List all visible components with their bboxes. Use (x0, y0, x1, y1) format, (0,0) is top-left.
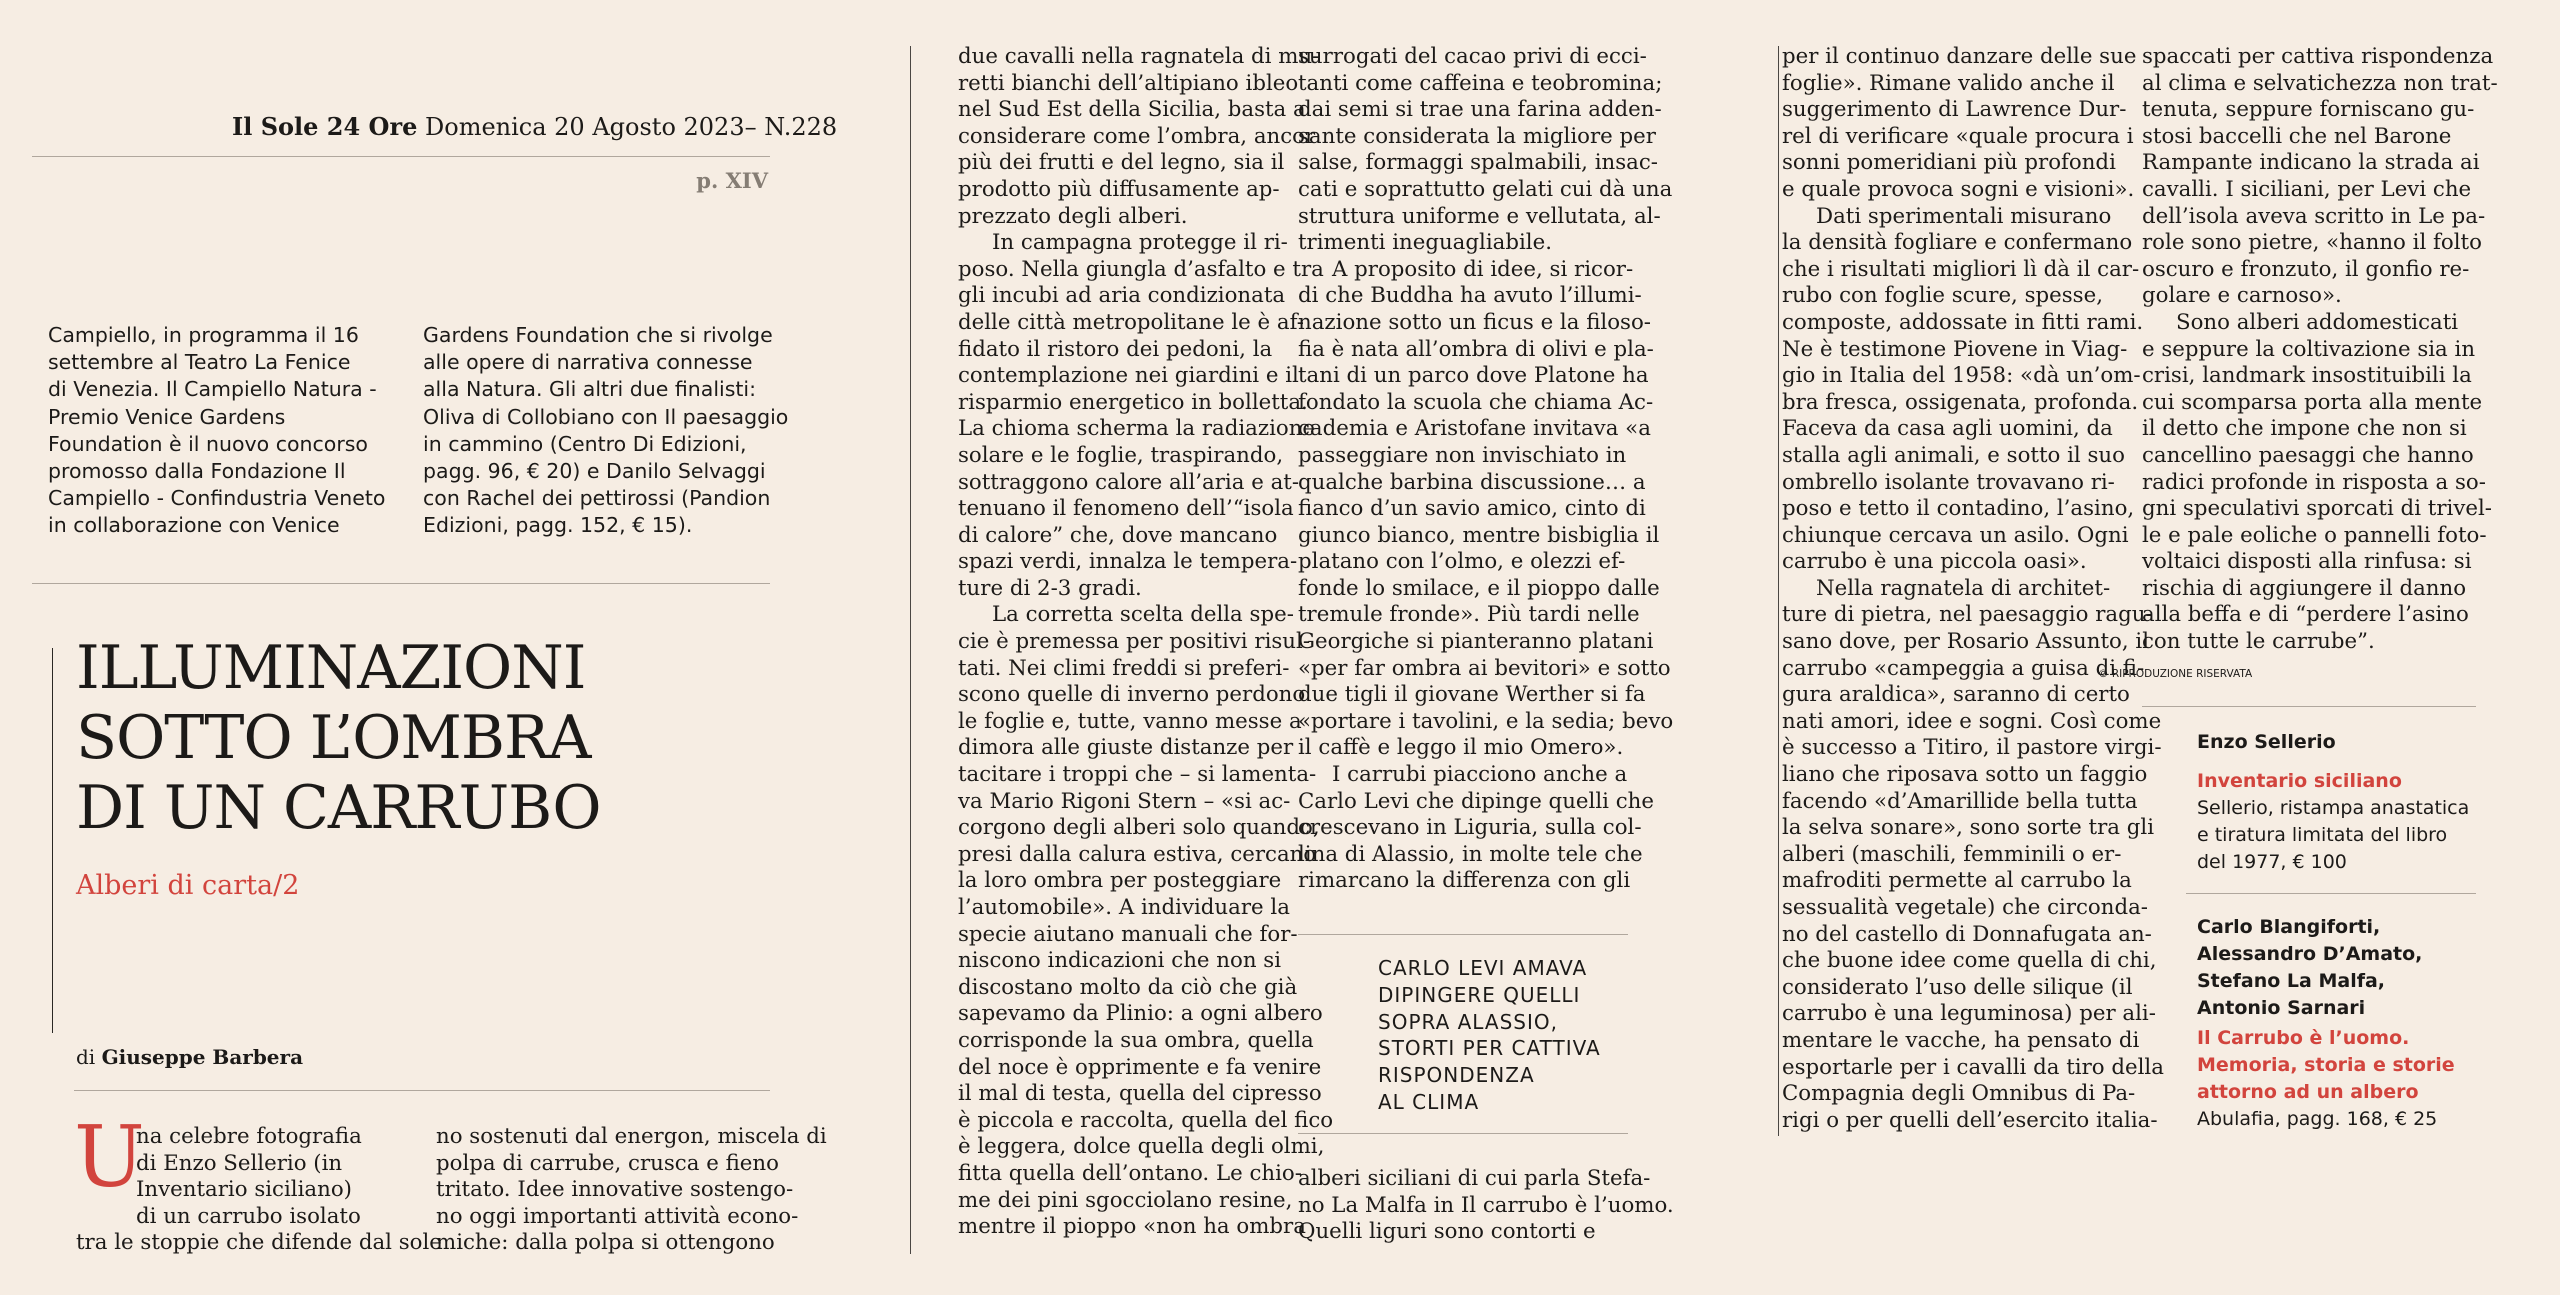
text-line: mafroditi permette al carrubo la (1782, 868, 2132, 894)
text-line: al clima e selvatichezza non trat- (2142, 70, 2498, 96)
text-line: fitta quella dell’ontano. Le chio- (958, 1160, 1302, 1186)
text-line: gura araldica», saranno di certo (1782, 682, 2130, 708)
text-line: Sono alberi addomesticati (2176, 309, 2459, 335)
pull-quote-line: DIPINGERE QUELLI (1378, 982, 1581, 1007)
text-line: delle città metropolitane le è af- (958, 309, 1304, 335)
pull-quote-line: SOPRA ALASSIO, (1378, 1009, 1558, 1034)
text-line: sonni pomeridiani più profondi (1782, 150, 2116, 176)
text-line: corrisponde la sua ombra, quella (958, 1027, 1314, 1053)
text-line: cui scomparsa porta alla mente (2142, 389, 2483, 415)
text-line: nazione sotto un ficus e la filoso- (1298, 309, 1652, 335)
byline-prefix: di (76, 1045, 96, 1069)
text-line: fidato il ristoro dei pedoni, la (958, 336, 1273, 362)
text-line: di un carrubo isolato (136, 1203, 361, 1229)
text-line: Georgiche si pianteranno platani (1298, 629, 1654, 655)
text-line: spaccati per cattiva rispondenza (2142, 44, 2494, 69)
text-line: che i risultati migliori lì dà il car- (1782, 256, 2140, 282)
text-line: spazi verdi, innalza le tempera- (958, 549, 1298, 575)
text-line: gli incubi ad aria condizionata (958, 283, 1286, 309)
text-line: alla Natura. Gli altri due finalisti: (423, 377, 757, 402)
page-number: p. XIV (696, 168, 768, 193)
text-line: considerato l’uso delle silique (il (1782, 974, 2133, 1000)
text-line: considerare come l’ombra, ancor (958, 123, 1316, 149)
text-line: ture di pietra, nel paesaggio ragu- (1782, 602, 2153, 628)
text-line: Gardens Foundation che si rivolge (423, 323, 773, 347)
text-line: tremule fronde». Più tardi nelle (1298, 602, 1640, 628)
pull-quote (1378, 955, 1601, 1116)
book-author: Carlo Blangiforti, (2197, 916, 2381, 938)
text-line: retti bianchi dell’altipiano ibleo (958, 70, 1299, 96)
text-line: va Mario Rigoni Stern – «si ac- (958, 788, 1291, 814)
text-line: sapevamo da Plinio: a ogni albero (958, 1001, 1323, 1027)
book-card-2 (2197, 914, 2477, 1133)
headline-line: ILLUMINAZIONI (76, 633, 586, 703)
body-column-f (2142, 44, 2498, 656)
pull-quote-line: CARLO LEVI AMAVA (1378, 956, 1588, 980)
text-line: rigi o per quelli dell’esercito italia- (1782, 1107, 2158, 1133)
text-line: La corretta scelta della spe- (992, 602, 1294, 628)
text-line: no sostenuti dal energon, miscela di (436, 1124, 827, 1149)
text-line: tra le stoppie che difende dal sole (76, 1230, 442, 1256)
text-line: pagg. 96, € 20) e Danilo Selvaggi (423, 458, 766, 483)
body-column-a (76, 1124, 442, 1257)
text-line: «per far ombra ai bevitori» e sotto (1298, 655, 1671, 681)
book-author: Alessandro D’Amato, (2197, 943, 2423, 965)
pull-quote-top-rule (1298, 934, 1628, 935)
text-line: crescevano in Liguria, sulla col- (1298, 815, 1642, 841)
text-line: risparmio energetico in bolletta. (958, 389, 1308, 415)
book-details: Abulafia, pagg. 168, € 25 (2197, 1108, 2438, 1130)
text-line: nati amori, idee e sogni. Così come (1782, 708, 2162, 734)
text-line: salse, formaggi spalmabili, insac- (1298, 150, 1658, 176)
text-line: il detto che impone che non si (2142, 416, 2467, 442)
text-line: prodotto più diffusamente ap- (958, 176, 1280, 202)
text-line: Oliva di Collobiano con Il paesaggio (423, 404, 789, 429)
text-line: ombrello isolante trovavano ri- (1782, 469, 2115, 495)
text-line: no del castello di Donnafugata an- (1782, 921, 2152, 947)
text-line: dell’isola aveva scritto in Le pa- (2142, 203, 2486, 229)
pull-quote-line: STORTI PER CATTIVA (1378, 1036, 1601, 1061)
book-title: Il Carrubo è l’uomo. (2197, 1027, 2410, 1049)
text-line: due tigli il giovane Werther si fa (1298, 682, 1646, 708)
text-line: platano con l’olmo, e olezzi ef- (1298, 549, 1626, 575)
text-line: rel di verificare «quale procura i (1782, 123, 2134, 149)
text-line: liano che riposava sotto un faggio (1782, 762, 2148, 788)
text-line: e seppure la coltivazione sia in (2142, 336, 2476, 362)
text-line: cademia e Aristofane invitava «a (1298, 416, 1651, 442)
headline-bar (52, 648, 53, 1033)
text-line: è successo a Titiro, il pastore virgi- (1782, 735, 2162, 761)
byline-author: Giuseppe Barbera (101, 1045, 304, 1069)
intro-column-1 (48, 322, 408, 540)
text-line: tritato. Idee innovative sostengo- (436, 1177, 794, 1203)
text-line: poso e tetto il contadino, l’asino, (1782, 496, 2135, 522)
text-line: nel Sud Est della Sicilia, basta a (958, 97, 1306, 123)
text-line: tacitare i troppi che – si lamenta- (958, 762, 1317, 788)
text-line: A proposito di idee, si ricor- (1332, 256, 1634, 282)
book-title: attorno ad un albero (2197, 1081, 2419, 1103)
text-line: suggerimento di Lawrence Dur- (1782, 97, 2127, 123)
text-line: tani di un parco dove Platone ha (1298, 363, 1649, 389)
masthead-rule (32, 156, 770, 157)
text-line: foglie». Rimane valido anche il (1782, 70, 2115, 96)
book-author: Antonio Sarnari (2197, 997, 2366, 1019)
book-details: Sellerio, ristampa anastatica (2197, 797, 2470, 819)
text-line: e quale provoca sogni e visioni». (1782, 176, 2135, 202)
text-line: più dei frutti e del legno, sia il (958, 150, 1285, 176)
pull-quote-line: RISPONDENZA (1378, 1063, 1535, 1088)
book-author: Stefano La Malfa, (2197, 970, 2386, 992)
column-separator (1778, 46, 1779, 1136)
text-line: sessualità vegetale) che circonda- (1782, 895, 2148, 920)
newspaper-name: Il Sole 24 Ore (232, 112, 418, 141)
text-line: oscuro e fronzuto, il gonfio re- (2142, 256, 2470, 282)
text-line: cancellino paesaggi che hanno (2142, 442, 2474, 468)
text-line: chiunque cercava un asilo. Ogni (1782, 522, 2129, 548)
text-line: la selva sonare», sono sorte tra gli (1782, 815, 2155, 841)
copyright-notice: © RIPRODUZIONE RISERVATA (2098, 668, 2253, 680)
text-line: Nella ragnatela di architet- (1816, 575, 2111, 601)
text-line: cavalli. I siciliani, per Levi che (2142, 176, 2472, 202)
text-line: stosi baccelli che nel Barone (2142, 123, 2452, 149)
text-line: promosso dalla Fondazione Il (48, 458, 346, 483)
text-line: Ne è testimone Piovene in Viag- (1782, 336, 2128, 362)
text-line: sante considerata la migliore per (1298, 123, 1656, 149)
text-line: fonde lo smilace, e il pioppo dalle (1298, 575, 1660, 601)
text-line: stalla agli animali, e sotto il suo (1782, 442, 2125, 468)
pull-quote-bottom-rule (1298, 1133, 1628, 1134)
text-line: il caffè e leggo il mio Omero». (1298, 735, 1624, 761)
text-line: me dei pini sgocciolano resine, (958, 1187, 1293, 1213)
text-line: è piccola e raccolta, quella del fico (958, 1107, 1334, 1133)
byline (76, 1045, 303, 1069)
body-column-b (436, 1124, 827, 1257)
headline (76, 633, 601, 843)
column-separator (910, 46, 911, 1254)
text-line: qualche barbina discussione… a (1298, 469, 1646, 495)
text-line: esportarle per i cavalli da tiro della (1782, 1054, 2164, 1080)
text-line: La chioma scherma la radiazione (958, 416, 1316, 442)
text-line: tati. Nei climi freddi si preferi- (958, 655, 1290, 681)
text-line: alberi (maschili, femminili o er- (1782, 841, 2122, 867)
text-line: scono quelle di inverno perdono (958, 682, 1306, 708)
text-line: Carlo Levi che dipinge quelli che (1298, 788, 1654, 814)
text-line: di Venezia. Il Campiello Natura - (48, 377, 377, 402)
text-line: alberi siciliani di cui parla Stefa- (1298, 1166, 1651, 1191)
text-line: settembre al Teatro La Fenice (48, 350, 351, 375)
text-line: Rampante indicano la strada ai (2142, 150, 2480, 176)
text-line: lina di Alassio, in molte tele che (1298, 841, 1643, 867)
book-card-1 (2197, 729, 2477, 876)
body-column-d-end (1298, 1166, 1674, 1246)
text-line: tanti come caffeina e teobromina; (1298, 70, 1663, 96)
text-line: tenuta, seppure forniscano gu- (2142, 97, 2475, 123)
text-line: la densità fogliare e confermano (1782, 230, 2133, 256)
text-line: cati e soprattutto gelati cui dà una (1298, 176, 1673, 202)
body-column-d (1298, 44, 1674, 895)
text-line: polpa di carrube, crusca e fieno (436, 1150, 779, 1176)
intro-rule (32, 583, 770, 584)
byline-rule (74, 1090, 770, 1091)
text-line: in cammino (Centro Di Edizioni, (423, 431, 747, 456)
text-line: le foglie e, tutte, vanno messe a (958, 708, 1302, 734)
text-line: di calore” che, dove mancano (958, 522, 1278, 548)
text-line: trimenti ineguagliabile. (1298, 230, 1552, 256)
text-line: rischia di aggiungere il danno (2142, 575, 2467, 601)
text-line: Quelli liguri sono contorti e (1298, 1219, 1596, 1245)
text-line: carrubo «campeggia a guisa di fi- (1782, 655, 2145, 681)
text-line: fondato la scuola che chiama Ac- (1298, 389, 1654, 415)
text-line: solare e le foglie, traspirando, (958, 442, 1284, 468)
text-line: Foundation è il nuovo concorso (48, 431, 368, 456)
text-line: Campiello - Confindustria Veneto (48, 486, 386, 511)
text-line: Campiello, in programma il 16 (48, 323, 359, 347)
text-line: surrogati del cacao privi di ecci- (1298, 44, 1647, 69)
text-line: mentre il pioppo «non ha ombra (958, 1214, 1306, 1240)
headline-line: SOTTO L’OMBRA (76, 703, 591, 773)
book-author: Enzo Sellerio (2197, 731, 2336, 753)
text-line: miche: dalla polpa si ottengono (436, 1230, 775, 1256)
text-line: golare e carnoso». (2142, 283, 2342, 309)
text-line: giunco bianco, mentre bisbiglia il (1298, 522, 1660, 548)
text-line: carrubo è una piccola oasi». (1782, 549, 2087, 575)
text-line: alle opere di narrativa connesse (423, 350, 753, 375)
text-line: crisi, landmark insostituibili la (2142, 363, 2472, 389)
text-line: di Enzo Sellerio (in (136, 1150, 343, 1176)
books-top-rule (2142, 706, 2476, 707)
text-line: ture di 2-3 gradi. (958, 575, 1142, 601)
text-line: sottraggono calore all’aria e at- (958, 469, 1300, 495)
text-line: per il continuo danzare delle sue (1782, 44, 2137, 69)
books-middle-rule (2186, 893, 2476, 894)
text-line: è leggera, dolce quella degli olmi, (958, 1134, 1325, 1160)
masthead (232, 112, 838, 141)
text-line: di che Buddha ha avuto l’illumi- (1298, 283, 1642, 309)
text-line: l’automobile». A individuare la (958, 895, 1290, 920)
text-line: con tutte le carrube”. (2142, 629, 2375, 655)
text-line: presi dalla calura estiva, cercano (958, 841, 1317, 867)
text-line: Inventario siciliano) (136, 1177, 352, 1203)
text-line: discostano molto da ciò che già (958, 974, 1298, 1000)
text-line: rubo con foglie scure, spesse, (1782, 283, 2103, 309)
text-line: Dati sperimentali misurano (1816, 203, 2112, 229)
book-details: e tiratura limitata del libro (2197, 824, 2448, 846)
text-line: «portare i tavolini, e la sedia; bevo (1298, 708, 1674, 734)
text-line: specie aiutano manuali che for- (958, 921, 1298, 947)
drop-cap: U (74, 1108, 145, 1206)
text-line: alla beffa e di “perdere l’asino (2142, 602, 2469, 628)
text-line: dimora alle giuste distanze per (958, 735, 1294, 761)
text-line: dai semi si trae una farina adden- (1298, 97, 1662, 123)
text-line: le e pale eoliche o pannelli foto- (2142, 522, 2487, 548)
text-line: role sono pietre, «hanno il folto (2142, 230, 2482, 256)
text-line: Compagnia degli Omnibus di Pa- (1782, 1081, 2136, 1107)
text-line: che buone idee come quella di chi, (1782, 948, 2157, 974)
text-line: carrubo è una leguminosa) per ali- (1782, 1001, 2156, 1027)
text-line: voltaici disposti alla rinfusa: si (2142, 549, 2472, 575)
body-column-e (1782, 44, 2164, 1134)
text-line: Edizioni, pagg. 152, € 15). (423, 513, 693, 538)
text-line: no La Malfa in Il carrubo è l’uomo. (1298, 1192, 1674, 1218)
text-line: poso. Nella giungla d’asfalto e tra (958, 256, 1324, 282)
text-line: cie è premessa per positivi risul- (958, 629, 1311, 655)
headline-line: DI UN CARRUBO (76, 773, 601, 843)
intro-column-2 (423, 322, 789, 540)
text-line: radici profonde in risposta a so- (2142, 469, 2486, 495)
text-line: composte, addossate in fitti rami. (1782, 309, 2144, 335)
text-line: prezzato degli alberi. (958, 203, 1188, 229)
book-title: Memoria, storia e storie (2197, 1054, 2455, 1076)
text-line: il mal di testa, quella del cipresso (958, 1081, 1322, 1107)
text-line: con Rachel dei pettirossi (Pandion (423, 486, 771, 511)
text-line: la loro ombra per posteggiare (958, 868, 1282, 894)
text-line: gni speculativi sporcati di trivel- (2142, 496, 2492, 522)
text-line: corgono degli alberi solo quando, (958, 815, 1320, 841)
book-title: Inventario siciliano (2197, 770, 2402, 792)
text-line: na celebre fotografia (136, 1124, 362, 1149)
text-line: Faceva da casa agli uomini, da (1782, 416, 2113, 442)
text-line: sano dove, per Rosario Assunto, il (1782, 629, 2150, 655)
body-column-c (958, 44, 1334, 1241)
text-line: niscono indicazioni che non si (958, 948, 1282, 974)
series-kicker: Alberi di carta/2 (76, 870, 300, 901)
text-line: mentare le vacche, ha pensato di (1782, 1027, 2140, 1053)
text-line: due cavalli nella ragnatela di mu- (958, 44, 1320, 69)
issue-date: Domenica 20 Agosto 2023– N.228 (425, 113, 838, 141)
text-line: no oggi importanti attività econo- (436, 1203, 799, 1229)
text-line: In campagna protegge il ri- (992, 230, 1288, 256)
text-line: rimarcano la differenza con gli (1298, 868, 1631, 894)
text-line: facendo «d’Amarillide bella tutta (1782, 788, 2138, 814)
text-line: passeggiare non invischiato in (1298, 442, 1627, 468)
text-line: del noce è opprimente e fa venire (958, 1054, 1322, 1080)
text-line: Premio Venice Gardens (48, 404, 286, 429)
text-line: I carrubi piacciono anche a (1332, 762, 1628, 788)
text-line: fia è nata all’ombra di olivi e pla- (1298, 336, 1654, 362)
text-line: bra fresca, ossigenata, profonda. (1782, 389, 2139, 415)
text-line: contemplazione nei giardini e il (958, 363, 1299, 389)
text-line: struttura uniforme e vellutata, al- (1298, 203, 1661, 229)
text-line: gio in Italia del 1958: «dà un’om- (1782, 363, 2141, 389)
text-line: in collaborazione con Venice (48, 513, 340, 538)
pull-quote-line: AL CLIMA (1378, 1089, 1480, 1114)
text-line: tenuano il fenomeno dell’“isola (958, 496, 1294, 522)
text-line: fianco d’un savio amico, cinto di (1298, 496, 1646, 522)
book-details: del 1977, € 100 (2197, 851, 2347, 873)
